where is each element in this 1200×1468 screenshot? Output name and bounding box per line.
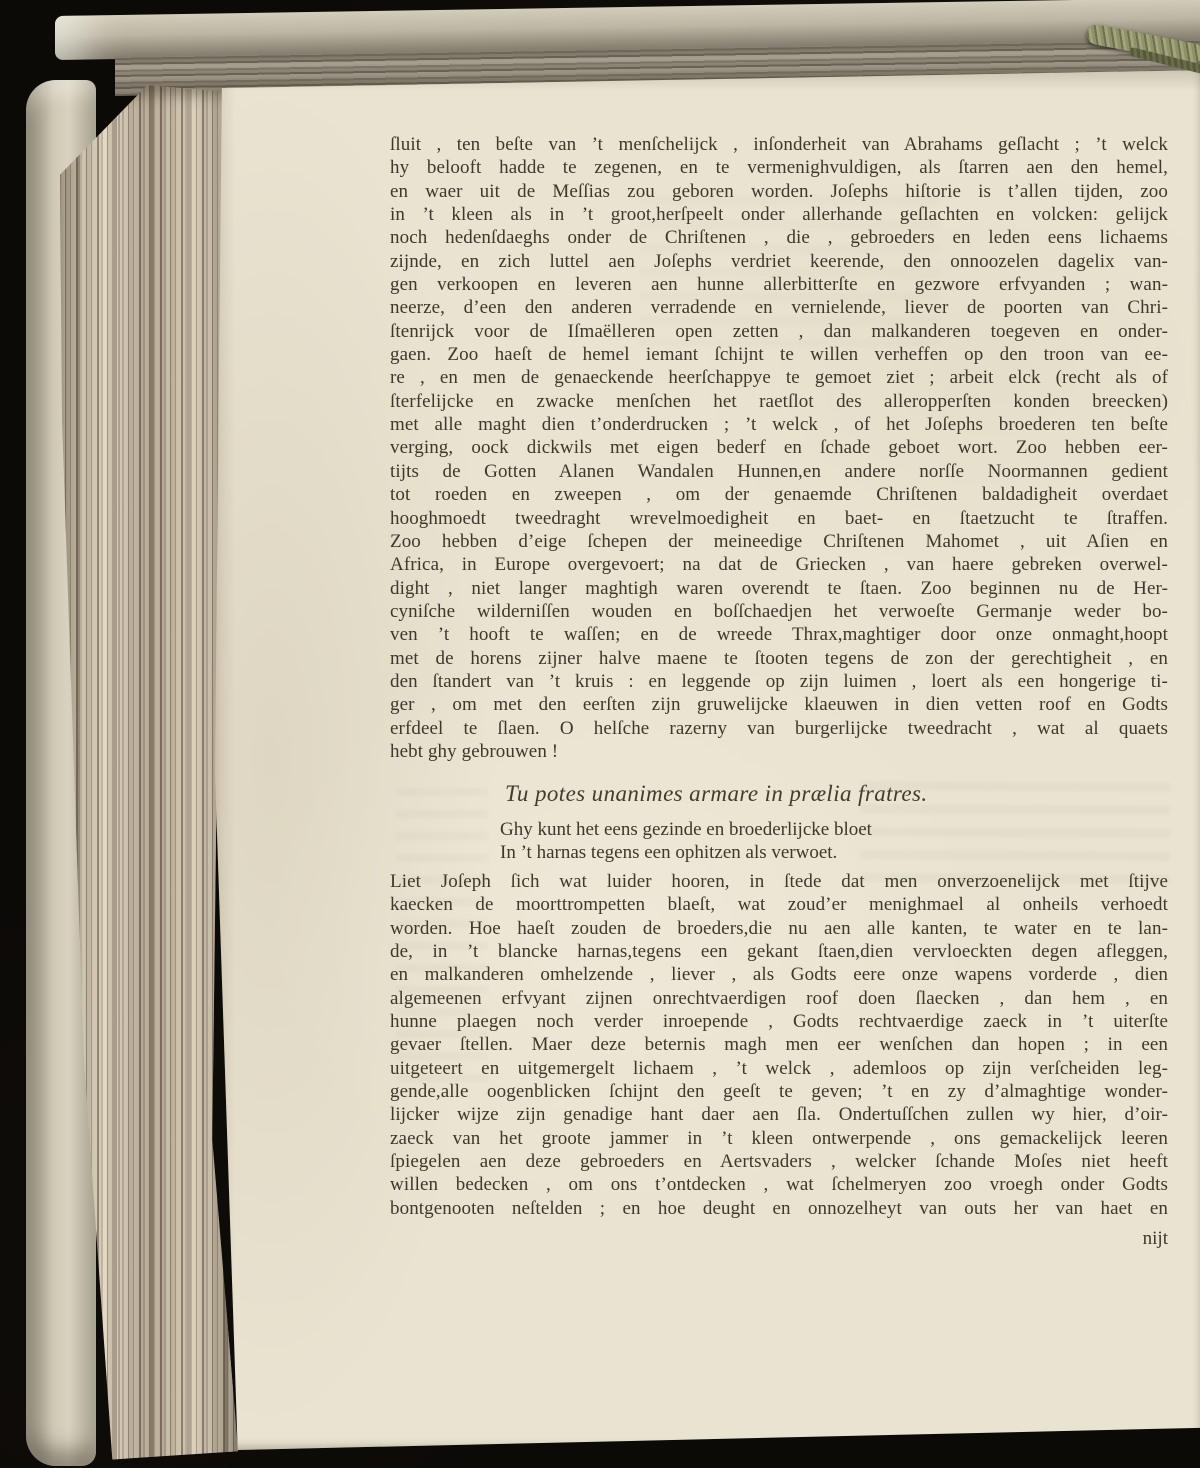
text-line: en malkanderen omhelzende , liever , als Godts eere onze wapens vorderde , dien [390, 964, 1168, 986]
text-line: erfdeel te ſlaen. O helſche razerny van burgerlijcke tweedracht , wat al quaets [390, 717, 1168, 739]
text-line: ſpiegelen aen deze gebroeders en Aertsvaders , welcker ſchande Moſes niet heeft [390, 1151, 1168, 1173]
text-line: ſluit , ten beſte van ’t menſchelijck , inſonderheit van Abrahams geſlacht ; ’t welck [390, 134, 1168, 155]
text-line: gende,alle oogenblicken ſchijnt den geeſt te geven; ’t en zy d’almaghtige wonder- [390, 1081, 1168, 1103]
text-line: ven ’t hooft te waſſen; en de wreede Thrax,maghtiger door onze onmaght,hoopt [390, 624, 1168, 646]
text-line: en waer uit de Meſſias zou geboren worden. Joſephs hiſtorie is t’allen tijden, zoo [390, 180, 1168, 202]
text-line: gevaer ſtellen. Maer deze beternis magh men eer wenſchen dan hopen ; in een [390, 1034, 1168, 1056]
text-line: lijcker wijze zijn genadige hant daer aen ſla. Ondertuſſchen zullen wy hier, d’oir- [390, 1104, 1168, 1126]
text-line: bontgenooten neſtelden ; en hoe deught en onnozelheyt van outs her van haet en [390, 1197, 1168, 1219]
verse-line: Ghy kunt het eens gezinde en broederlijcke bloet [500, 819, 872, 840]
text-line: willen bedecken , om ons t’ontdecken , wat ſchelmeryen zoo vroegh onder Godts [390, 1174, 1168, 1196]
text-line: kaecken de moorttrompetten blaeſt, wat zoud’er menighmael al onheils verhoedt [390, 894, 1168, 916]
text-line: Zoo hebben d’eige ſchepen der meineedige Chriſtenen Mahomet , uit Aſien en [390, 530, 1168, 552]
paragraph-1 [390, 133, 1168, 763]
text-line: gaen. Zoo haeſt de hemel iemant ſchijnt te willen verheffen op den troon van ee- [390, 344, 1168, 366]
text-line: zijnde, en zich luttel aen Joſephs verdriet keerende, den onnoozelen dagelix van- [390, 250, 1168, 272]
text-line: met de horens zijner halve maene te ſtooten tegens de zon der gerechtigheit , en [390, 647, 1168, 669]
text-line: tijts de Gotten Alanen Wandalen Hunnen,en andere norſſe Noormannen gedient [390, 460, 1168, 482]
text-line: cyniſche wilderniſſen wouden en boſſchaedjen het verwoeſte Germanje weder bo- [390, 600, 1168, 622]
text-line: noch hedenſdaeghs onder de Chriſtenen , die , gebroeders en leden eens lichaems [390, 227, 1168, 249]
text-line: ſterfelijcke en zwacke menſchen het raetſlot des alleropperſten konden breecken) [390, 390, 1168, 412]
text-line: algemeenen erfvyant zijnen onrechtvaerdigen roof doen ſlaecken , dan hem , en [390, 987, 1168, 1009]
dutch-verse-couplet [500, 818, 872, 865]
text-line: hooghmoedt tweedraght wrevelmoedigheit en baet- en ſtaetzucht te ſtraffen. [390, 507, 1168, 529]
text-line: hebt ghy gebrouwen ! [390, 740, 559, 762]
latin-quote: Tu potes unanimes armare in prælia fratres. [505, 781, 928, 806]
text-line: hunne plaegen noch verder inroepende , Godts rechtvaerdige zaeck in ’t uiterſte [390, 1011, 1168, 1033]
text-line: re , en men de genaeckende heerſchappye te gemoet ziet ; arbeit elck (recht als of [390, 367, 1168, 389]
text-line: neerze, d’een den anderen verradende en vernielende, liever de poorten van Chri- [390, 297, 1168, 319]
text-line: ger , om met den eerſten zijn gruwelijcke klaeuwen in dien vetten roof en Godts [390, 694, 1168, 716]
text-line: gen verkoopen en leveren aen hunne allerbitterſte en gezwore erfvyanden ; wan- [390, 274, 1168, 296]
text-line: hy belooft hadde te zegenen, en te vermenighvuldigen, als ſtarren aen den hemel, [390, 157, 1168, 179]
text-line: Africa, in Europe overgevoert; na dat de Griecken , van haere gebreken overwel- [390, 554, 1168, 576]
text-line: Liet Joſeph ſich wat luider hooren, in ſtede dat men onverzoenelijck met ſtijve [390, 871, 1168, 892]
text-line: ſtenrijck voor de Iſmaëlleren open zetten , dan malkanderen toegeven en onder- [390, 320, 1168, 342]
catchword: nijt [1142, 1228, 1168, 1249]
text-line: met alle maght dien t’onderdrucken ; ’t welck , of het Joſephs broederen ten beſte [390, 414, 1168, 436]
text-line: de, in ’t blancke harnas,tegens een gekant ſtaen,dien vervloeckten degen afleggen, [390, 941, 1168, 963]
text-line: uitgeteert en uitgemergelt lichaem , ’t welck , ademloos op zijn verſcheiden leg- [390, 1057, 1168, 1079]
text-line: den ſtandert van ’t kruis : en leggende op zijn luimen , loert als een hongerige ti- [390, 670, 1168, 692]
text-line: in ’t kleen als in ’t groot,herſpeelt onder allerhande geſlachten en volcken: gelijck [390, 204, 1168, 226]
verse-line: In ’t harnas tegens een ophitzen als verwoet. [500, 842, 838, 864]
text-line: verging, oock dickwils met eigen bederf en ſchade geboet wort. Zoo hebben eer- [390, 437, 1168, 459]
text-line: zaeck van het groote jammer in ’t kleen ontwerpende , ons gemackelijck leeren [390, 1127, 1168, 1149]
text-line: dight , niet langer maghtigh waren overendt te ſtaen. Zoo beginnen nu de Her- [390, 577, 1168, 599]
text-line: worden. Hoe haeſt zouden de broeders,die nu aen alle kanten, te water en te lan- [390, 917, 1168, 939]
paragraph-2 [390, 870, 1168, 1220]
text-line: tot roeden en zweepen , om der genaemde Chriſtenen baldadigheit overdaet [390, 484, 1168, 506]
